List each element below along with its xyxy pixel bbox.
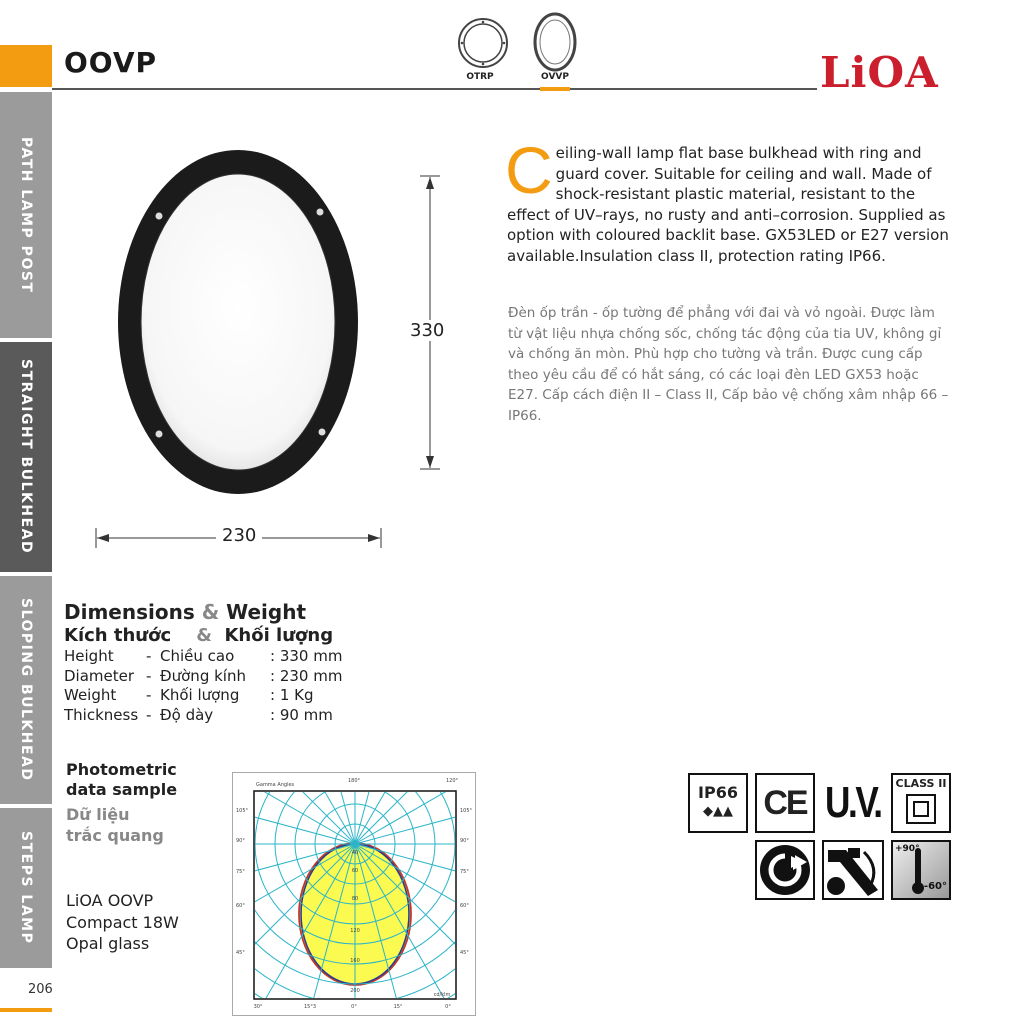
class-ii-badge: CLASS II [891,773,951,833]
spec-cell-value: : 90 mm [270,705,333,724]
photometric-title-vi: Dữ liệu trắc quang [66,805,164,845]
diagram-bottom-label: 15° [393,1004,403,1010]
diagram-header-right: 120° [445,778,458,784]
spec-cell-dash: - [146,686,152,704]
dimensions-title: Dimensions & Weight [64,600,307,624]
spec-cell-dash: - [146,647,152,665]
description-vi: Đèn ốp trần - ốp tường để phẳng với đai và vỏ ngoài. Được làm từ vật liệu nhựa chống sốc, chống tác động của tia UV, không gỉ và chống ăn mòn. Phù hợp cho tường và trần. Được cung cấp theo yêu cầu để có hắt sáng, có các loại đèn LED GX53 hoặc E27. Cấp cách điện II – Class II, Cấp bảo vệ chống xâm nhập 66 – IP66. [508,305,949,424]
model-label-otrp[interactable]: OTRP [466,72,494,82]
diagram-right-label: 90° [460,838,469,844]
spec-cell-dash: - [146,666,152,685]
spec-cell-en: Height [64,647,114,665]
ip66-badge: IP66 ◆▲▲ [688,773,748,833]
spec-cell-vi: Chiều cao [160,647,235,665]
diagram-header-left: Gamma Angles [256,782,295,788]
diagram-left-label: 105° [236,808,249,814]
active-model-indicator [540,87,570,91]
spec-cell-vi: Đường kính [160,666,246,685]
otrp-thumbnail-icon[interactable] [456,14,510,72]
temperature-range-badge: +90° -60° [891,840,951,900]
diagram-right-label: 75° [460,869,469,875]
diagram-left-label: 90° [236,838,245,844]
sidebar-tab-steps-lamp[interactable]: STEPS LAMP [0,808,52,968]
ovvp-thumbnail-icon[interactable] [530,10,580,72]
diagram-radial-label: 80 [351,896,359,902]
spec-cell-vi: Độ dày [160,705,214,724]
spec-cell-en: Thickness [64,705,139,724]
spec-cell-vi: Khối lượng [160,686,240,704]
uv-resistant-badge: U.V. [825,778,881,827]
spec-row [64,686,360,706]
diagram-right-label: 105° [460,808,473,814]
diagram-radial-label: 60 [351,868,359,874]
diagram-radial-label: 160 [350,958,360,964]
photometric-title: Photometric data sample [66,760,178,799]
product-image [110,140,370,505]
dimensions-subtitle: Kích thước & Khối lượng [64,625,334,646]
diagram-bottom-label: 0° [445,1004,451,1010]
diagram-radial-label: 200 [350,988,360,994]
spec-cell-value: : 330 mm [270,647,343,665]
diagram-bottom-label: 15°3 [303,1004,317,1010]
sidebar-tab-sloping-bulkhead[interactable]: SLOPING BULKHEAD [0,576,52,804]
description-en: Ceiling-wall lamp flat base bulkhead with ring and guard cover. Suitable for ceiling and wall. Made of shock-resistant plastic material, resistant to the effect of UV–rays, no rusty and anti–corrosion. Supplied as option with coloured backlit base. GX53LED or E27 version available.Insulation class II, protection rating IP66. [505,133,949,265]
ip-drops-icon: ◆▲▲ [703,804,733,819]
hammer-icon [824,842,882,898]
diagram-radial-label: 120 [350,928,360,934]
page-title: OOVP [64,46,158,79]
ce-mark-badge: CE [755,773,815,833]
diagram-bottom-label: 30° [253,1004,263,1010]
specifications-table [64,647,360,725]
lioa-logo: LiOA [820,48,939,97]
diagram-header-mid: 180° [347,778,361,784]
diagram-unit-label: cd/klm [433,992,451,998]
height-label: 330 [404,320,450,341]
spec-cell-value: : 230 mm [270,666,343,685]
diagram-bottom-label: 0° [351,1004,357,1010]
diagram-right-label: 45° [460,950,469,956]
model-label-ovvp[interactable]: OVVP [541,72,569,82]
photometric-diagram [232,772,476,1016]
diagram-radial-label: 40 [351,850,359,856]
spec-row [64,706,360,726]
impact-resistant-badge [822,840,884,900]
spec-row [64,667,360,687]
rotation-arrow-icon [757,842,813,898]
photometric-info: LiOA OOVP Compact 18W Opal glass [66,891,179,953]
sidebar-tab-path-lamp-post[interactable]: PATH LAMP POST [0,92,52,338]
width-label: 230 [216,525,262,546]
page-number: 206 [28,982,53,997]
diagram-right-label: 60° [460,903,469,909]
dropcap: C [505,133,553,207]
rotation-badge [755,840,815,900]
spec-row [64,647,360,667]
header-rule [52,88,817,90]
double-square-icon [906,794,936,824]
spec-cell-dash: - [146,705,152,724]
sidebar-accent [0,45,52,87]
spec-cell-value: : 1 Kg [270,686,314,704]
spec-cell-en: Weight [64,686,117,704]
spec-cell-en: Diameter [64,666,135,685]
page-number-underline [0,1008,52,1012]
diagram-left-label: 60° [236,903,245,909]
sidebar-tab-straight-bulkhead[interactable]: STRAIGHT BULKHEAD [0,342,52,572]
diagram-left-label: 75° [236,869,245,875]
diagram-left-label: 45° [236,950,245,956]
